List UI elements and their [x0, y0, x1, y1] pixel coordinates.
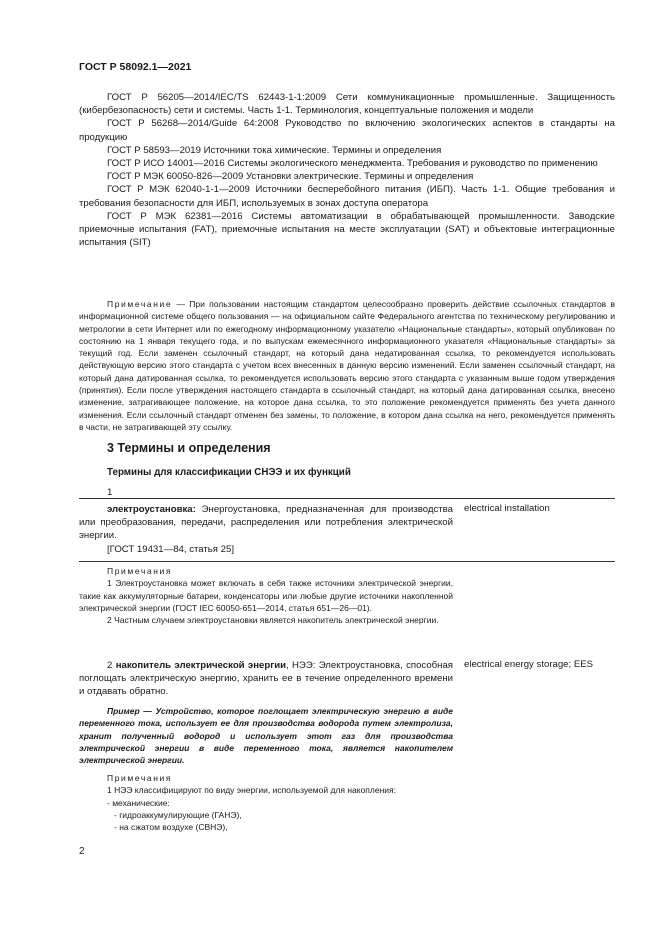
reference-item: ГОСТ Р 58593—2019 Источники тока химические. Термины и определения	[107, 144, 442, 156]
reference-item: ГОСТ Р ИСО 14001—2016 Системы экологического менеджмента. Требования и руководство по применению	[107, 158, 598, 170]
note-item: - на сжатом воздухе (СВНЭ),	[114, 822, 228, 833]
notes-label: Примечания	[107, 566, 173, 576]
term-name: накопитель электрической энергии	[115, 660, 286, 671]
term-notes	[79, 565, 453, 626]
note-item: 1 Электроустановка может включать в себя также источники электрической энергии, такие как аккумуляторные батареи, конденсаторы или любые другие источники накопленной электрической энергии (ГОСТ IEC 60050-651—2014, статья 651—26—01).	[79, 578, 453, 613]
term-entry	[79, 659, 453, 699]
term-definition: , НЭЭ: Электроустановка, способная поглощать электрическую энергию, хранить ее в течение определенного времени и отдавать обратно.	[79, 660, 453, 698]
section-title: 3 Термины и определения	[107, 441, 271, 455]
term-definition: Энергоустановка, предназначенная для производства или преобразования, передачи, распределения или потребления электрической энергии.	[79, 504, 453, 542]
references-note	[79, 298, 615, 433]
term-english: electrical energy storage; EES	[464, 659, 594, 670]
note-item: 2 Частным случаем электроустановки является накопитель электрической энергии.	[107, 615, 439, 626]
term-source: [ГОСТ 19431—84, статья 25]	[107, 543, 234, 555]
term-english: electrical installation	[464, 503, 550, 514]
page-number: 2	[79, 846, 85, 857]
reference-item: ГОСТ Р 56205—2014/IEC/TS 62443-1-1:2009 Сети коммуникационные промышленные. Защищенность (кибербезопасность) сети и системы. Часть 1-1. Терминология, концептуальные положения и модели	[79, 92, 615, 117]
term-number: 2	[107, 660, 113, 671]
reference-item: ГОСТ Р МЭК 62381—2016 Системы автоматизации в обрабатывающей промышленности. Заводские приемочные испытания (FAT), приемочные испытания на месте эксплуатации (SAT) и объектовые интеграционные испытания (SIT)	[79, 210, 615, 249]
term-name: электроустановка:	[107, 504, 196, 515]
note-label: Примечание	[107, 299, 173, 309]
term-notes	[79, 772, 479, 833]
term-example: Пример — Устройство, которое поглощает электрическую энергию в виде переменного тока, использует ее для производства водорода путем электролиза, хранит полученный водород и использует этот газ для производства электрической энергии в виде переменного тока, является накопителем электрической энергии.	[79, 706, 453, 766]
note-item: - гидроаккумулирующие (ГАНЭ),	[114, 809, 242, 820]
reference-item: ГОСТ Р МЭК 62040-1-1—2009 Источники бесперебойного питания (ИБП). Часть 1-1. Общие требования и требования безопасности для ИБП, используемых в зонах доступа оператора	[79, 184, 615, 209]
notes-label: Примечания	[107, 773, 173, 783]
note-item: - механические:	[107, 797, 170, 808]
note-item: 1 НЭЭ классифицируют по виду энергии, используемой для накопления:	[107, 785, 397, 796]
section-subtitle: Термины для классификации СНЭЭ и их функций	[107, 467, 351, 478]
reference-item: ГОСТ Р МЭК 60050-826—2009 Установки электрические. Термины и определения	[107, 171, 474, 183]
normative-references	[79, 91, 615, 249]
note-text: — При пользовании настоящим стандартом целесообразно проверить действие ссылочных стандартов в информационной системе общего пользования — на официальном сайте Федерального агентства по техническому регулированию и метрологии в сети Интернет или по ежегодному информационному указателю «Национальные стандарты», который опубликован по состоянию на 1 января текущего года, и по выпускам ежемесячного информационного указателя «Национальные стандарты» за текущий год. Если заменен ссылочный стандарт, на который дана недатированная ссылка, то рекомендуется использовать действующую версию этого стандарта с учетом всех внесенных в данную версию изменений. Если заменен ссылочный стандарт, на который дана датированная ссылка, то рекомендуется использовать версию этого стандарта с указанным выше годом утверждения (принятия). Если после утверждения настоящего стандарта в ссылочный стандарт, на который дана датированная ссылка, внесено изменение, затрагивающее положение, на которое дана ссылка, то это положение рекомендуется применять без учета данного изменения. Если ссылочный стандарт отменен без замены, то положение, в котором дана ссылка на него, рекомендуется применять в части, не затрагивающей эту ссылку.	[79, 299, 615, 432]
term-entry	[79, 503, 453, 556]
term-number: 1	[107, 487, 113, 498]
document-header: ГОСТ Р 58092.1—2021	[79, 61, 192, 73]
reference-item: ГОСТ Р 56268—2014/Guide 64:2008 Руководство по включению экологических аспектов в стандарты на продукцию	[79, 118, 615, 143]
